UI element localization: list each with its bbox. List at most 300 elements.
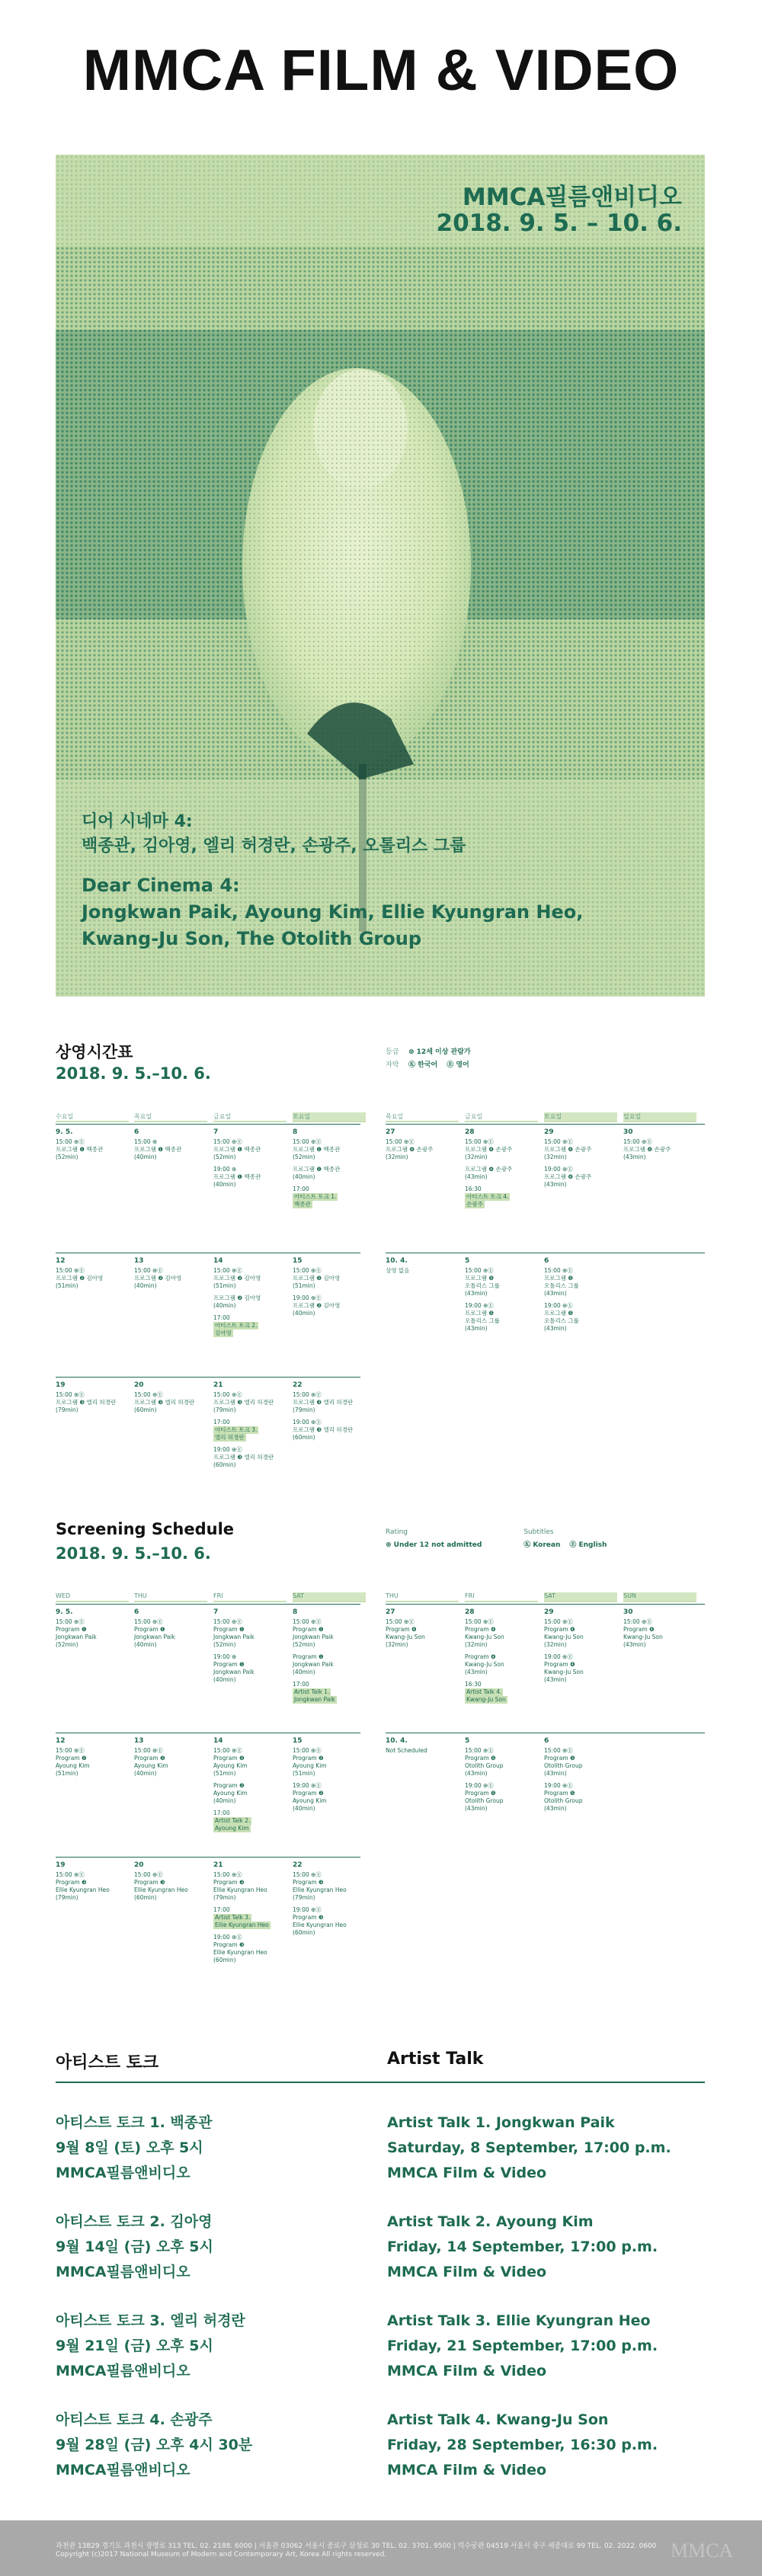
screening-entry: 프로그램 ❸ 엘리 허경란 <box>293 1399 354 1406</box>
screening-entry: (32min) <box>465 1154 488 1160</box>
artist-talk-4-en-line: MMCA Film & Video <box>387 2462 547 2478</box>
screening-entry: 17:00 <box>213 1314 230 1321</box>
day-number: 30 <box>623 1128 633 1136</box>
screening-entry <box>465 1201 539 1208</box>
screening-entry: Program ❹ <box>465 1653 496 1660</box>
screening-entry: (40min) <box>293 1669 315 1675</box>
screening-entry: (32min) <box>544 1641 567 1648</box>
screening-entry: 15:00 ⊕Ⓔ <box>293 1747 322 1754</box>
day-header: 목요일 <box>386 1112 459 1122</box>
screening-entry: (52min) <box>293 1641 315 1648</box>
screening-entry: Program ❹ <box>544 1626 575 1633</box>
day-header: 금요일 <box>465 1112 538 1122</box>
artist-talk-3-ko-line: 아티스트 토크 3. 엘리 허경란 <box>56 2312 245 2329</box>
day-number: 15 <box>293 1257 303 1265</box>
screening-entry: 프로그램 ❺ <box>544 1310 574 1317</box>
artist-talk-badge: Artist Talk 3. <box>215 1914 251 1921</box>
day-number: 14 <box>213 1257 223 1265</box>
day-number: 7 <box>213 1608 219 1616</box>
day-number: 21 <box>213 1861 223 1869</box>
artist-talk-badge: 아티스트 토크 4. <box>466 1193 509 1200</box>
artist-talk-badge: Ayoung Kim <box>215 1825 249 1832</box>
screening-entry: 프로그램 ❷ 김아영 <box>213 1294 261 1301</box>
legend-subtitle-korean: Ⓚ 한국어 <box>408 1061 438 1069</box>
screening-entry: (43min) <box>465 1290 488 1297</box>
screening-entry: (79min) <box>213 1406 236 1413</box>
day-header: 수요일 <box>56 1112 129 1122</box>
screening-entry: 15:00 ⊕Ⓔ <box>544 1138 573 1145</box>
screening-entry: 19:00 ⊕Ⓔ <box>293 1906 322 1913</box>
calendar-day-cell <box>56 1737 130 1778</box>
artist-talk-1-en-line: Artist Talk 1. Jongkwan Paik <box>387 2114 615 2131</box>
calendar-day-cell <box>293 1608 367 1704</box>
screening-entry: Program ❺ <box>544 1790 575 1797</box>
day-number: 6 <box>134 1128 139 1136</box>
artist-talk-badge: Jongkwan Paik <box>294 1696 335 1703</box>
row-divider <box>386 1604 705 1605</box>
main-title: MMCA FILM & VIDEO <box>82 38 680 103</box>
screening-entry: Kwang-Ju Son <box>544 1669 584 1675</box>
day-number: 30 <box>623 1608 633 1616</box>
artist-talk-2-ko-line: 아티스트 토크 2. 김아영 <box>56 2213 213 2230</box>
screening-entry: (60min) <box>134 1894 157 1901</box>
calendar-day-cell <box>213 1128 288 1189</box>
screening-entry: (52min) <box>56 1154 78 1160</box>
legend-rating-label: 등급 <box>386 1048 399 1056</box>
footer-copyright: Copyright (c)2017 National Museum of Modern and Contemporary Art, Korea All rights reserved. <box>56 2551 387 2558</box>
day-header: SAT <box>544 1592 617 1602</box>
day-number: 27 <box>386 1608 395 1616</box>
screening-entry: Program ❹ <box>386 1626 417 1633</box>
artist-talk-badge: 아티스트 토크 1. <box>294 1193 337 1200</box>
screening-entry: (51min) <box>293 1282 315 1289</box>
screening-entry: 프로그램 ❹ 손광주 <box>623 1146 671 1153</box>
screening-entry: 15:00 ⊕Ⓔ <box>386 1138 415 1145</box>
legend-rating-label: Rating <box>386 1528 408 1536</box>
poster <box>56 155 705 997</box>
screening-entry <box>213 1434 288 1442</box>
screening-entry: 15:00 ⊕Ⓔ <box>134 1391 163 1398</box>
screening-entry: (51min) <box>213 1770 236 1777</box>
artist-talk-badge: Artist Talk 1. <box>294 1688 330 1695</box>
screening-entry: 오톨리스 그룹 <box>544 1282 579 1289</box>
screening-entry: Jongkwan Paik <box>213 1634 255 1640</box>
calendar-day-cell <box>213 1381 288 1469</box>
screening-entry: Otolith Group <box>465 1762 504 1769</box>
screening-entry: 15:00 ⊕Ⓔ <box>56 1138 85 1145</box>
calendar-day-cell <box>56 1861 130 1902</box>
day-number: 12 <box>56 1737 66 1745</box>
artist-talk-4-ko-line: 9월 28일 (금) 오후 4시 30분 <box>56 2437 253 2453</box>
screening-entry: 프로그램 ❷ 김아영 <box>293 1302 341 1309</box>
calendar-day-cell <box>56 1381 130 1414</box>
calendar-day-cell <box>544 1128 619 1189</box>
calendar-day-cell <box>213 1608 288 1684</box>
poster-korean-title: MMCA필름앤비디오 <box>462 184 682 211</box>
screening-entry: (32min) <box>386 1154 408 1160</box>
screening-entry: Program ❹ <box>544 1661 575 1668</box>
day-number: 13 <box>134 1257 144 1265</box>
screening-entry: 19:00 ⊕Ⓔ <box>293 1419 322 1426</box>
screening-entry: Ayoung Kim <box>56 1762 90 1769</box>
screening-entry: 15:00 ⊕Ⓔ <box>213 1138 242 1145</box>
screening-entry: 프로그램 ❹ 손광주 <box>544 1146 592 1153</box>
calendar-day-cell <box>56 1608 130 1649</box>
screening-entry: Kwang-Ju Son <box>623 1634 663 1640</box>
calendar-day-cell <box>134 1608 209 1649</box>
screening-entry: Kwang-Ju Son <box>465 1661 504 1668</box>
screening-entry: 프로그램 ❺ <box>544 1275 574 1282</box>
screening-entry: 19:00 ⊕Ⓔ <box>544 1302 573 1309</box>
screening-entry: Not Scheduled <box>386 1747 427 1754</box>
screening-entry: (60min) <box>134 1406 157 1413</box>
screening-entry: 프로그램 ❶ 백종관 <box>213 1173 261 1180</box>
artist-talk-3-ko-line: MMCA필름앤비디오 <box>56 2363 190 2379</box>
screening-entry: 15:00 ⊕Ⓔ <box>56 1871 85 1878</box>
screening-entry: 19:00 ⊕Ⓔ <box>544 1166 573 1173</box>
screening-entry: Ellie Kyungran Heo <box>134 1886 188 1893</box>
screening-entry: Jongkwan Paik <box>134 1634 175 1640</box>
artist-talk-heading-english: Artist Talk <box>387 2050 484 2069</box>
screening-entry: 프로그램 ❺ <box>465 1310 495 1317</box>
screening-entry: Ellie Kyungran Heo <box>56 1886 110 1893</box>
screening-entry: 프로그램 ❸ 엘리 허경란 <box>134 1399 195 1406</box>
legend-rating-item: ⊕ Under 12 not admitted <box>386 1541 482 1549</box>
screening-entry: 프로그램 ❹ 손광주 <box>386 1146 434 1153</box>
day-number: 10. 4. <box>386 1257 408 1265</box>
screening-entry: Ayoung Kim <box>213 1762 248 1769</box>
screening-entry: 15:00 ⊕Ⓔ <box>134 1747 163 1754</box>
screening-entry: 15:00 ⊕Ⓔ <box>293 1267 322 1274</box>
calendar-day-cell <box>465 1608 539 1704</box>
artist-talk-divider <box>56 2082 705 2083</box>
calendar-day-cell <box>56 1257 130 1290</box>
day-number: 28 <box>465 1608 475 1616</box>
screening-entry: 상영 없음 <box>386 1267 410 1274</box>
screening-entry <box>213 1914 288 1922</box>
screening-entry: Kwang-Ju Son <box>544 1634 584 1640</box>
calendar-day-cell <box>544 1608 619 1684</box>
screening-entry: (60min) <box>293 1929 315 1936</box>
screening-entry: 프로그램 ❸ 엘리 허경란 <box>213 1399 274 1406</box>
artist-talk-badge: 손광주 <box>466 1201 483 1208</box>
screening-entry: (60min) <box>293 1434 315 1441</box>
legend-subtitle-label: 자막 <box>386 1061 399 1069</box>
screening-entry: 15:00 ⊕Ⓔ <box>213 1747 242 1754</box>
screening-entry: (43min) <box>465 1325 488 1332</box>
calendar-day-cell <box>293 1381 367 1442</box>
screening-entry: 프로그램 ❷ 김아영 <box>56 1275 104 1282</box>
screening-entry: 19:00 ⊕Ⓔ <box>544 1782 573 1789</box>
screening-entry: Kwang-Ju Son <box>465 1634 504 1640</box>
day-header: 목요일 <box>134 1112 207 1122</box>
screening-entry: 프로그램 ❹ 손광주 <box>465 1146 513 1153</box>
screening-entry: Program ❷ <box>56 1755 87 1762</box>
artist-talk-3-en-line: MMCA Film & Video <box>387 2363 547 2379</box>
day-header: THU <box>386 1592 459 1602</box>
screening-entry: Program ❷ <box>293 1790 324 1797</box>
screening-entry: Kwang-Ju Son <box>386 1634 425 1640</box>
row-divider <box>56 1604 360 1605</box>
screening-entry: (40min) <box>134 1770 157 1777</box>
screening-entry: (52min) <box>293 1154 315 1160</box>
screening-entry: Program ❺ <box>544 1755 575 1762</box>
screening-entry: 19:00 ⊕Ⓔ <box>293 1294 322 1301</box>
screening-entry: Program ❸ <box>293 1879 324 1886</box>
day-number: 20 <box>134 1861 144 1869</box>
screening-entry <box>293 1696 367 1704</box>
screening-entry: (52min) <box>56 1641 78 1648</box>
screening-entry: 15:00 ⊕Ⓔ <box>134 1618 163 1625</box>
day-header: 금요일 <box>213 1112 287 1122</box>
schedule-date-range: 2018. 9. 5.–10. 6. <box>56 1544 211 1563</box>
screening-entry: Program ❸ <box>213 1879 245 1886</box>
screening-entry: Ayoung Kim <box>293 1797 327 1804</box>
day-number: 22 <box>293 1381 303 1389</box>
screening-entry: 15:00 ⊕Ⓔ <box>293 1138 322 1145</box>
legend-subtitle-english: Ⓔ 영어 <box>447 1061 469 1069</box>
screening-entry: (43min) <box>623 1154 646 1160</box>
screening-entry: (32min) <box>465 1641 488 1648</box>
calendar-day-cell <box>293 1861 367 1937</box>
screening-entry: 프로그램 ❶ 백종관 <box>293 1146 341 1153</box>
screening-entry: (43min) <box>465 1669 488 1675</box>
screening-entry: (79min) <box>56 1894 78 1901</box>
calendar-day-cell <box>544 1257 619 1333</box>
screening-entry: 17:00 <box>213 1419 230 1426</box>
calendar-day-cell <box>134 1381 209 1414</box>
screening-entry: Jongkwan Paik <box>293 1661 334 1668</box>
calendar-day-cell <box>623 1608 698 1649</box>
screening-entry: Program ❶ <box>293 1626 324 1633</box>
screening-entry: (43min) <box>544 1181 567 1188</box>
screening-entry: (79min) <box>213 1894 236 1901</box>
mmca-logo-text: MMCA <box>670 2539 734 2562</box>
row-divider <box>56 1124 360 1125</box>
artist-talk-heading-korean: 아티스트 토크 <box>56 2053 159 2072</box>
screening-entry: Program ❺ <box>465 1790 496 1797</box>
poster-dates: 2018. 9. 5. – 10. 6. <box>436 210 682 237</box>
poster-image <box>56 155 705 997</box>
screening-entry: Ellie Kyungran Heo <box>213 1886 267 1893</box>
screening-entry: 15:00 ⊕Ⓔ <box>623 1618 652 1625</box>
artist-talk-2-en-line: Artist Talk 2. Ayoung Kim <box>387 2213 594 2230</box>
calendar-day-cell <box>386 1608 460 1649</box>
screening-entry: 15:00 ⊕Ⓔ <box>623 1138 652 1145</box>
screening-entry <box>213 1825 288 1832</box>
artist-talk-1-ko-line: MMCA필름앤비디오 <box>56 2165 190 2181</box>
screening-entry: 15:00 ⊕Ⓔ <box>293 1391 322 1398</box>
calendar-day-cell <box>623 1128 698 1161</box>
poster-korean-artists: 백종관, 김아영, 엘리 허경란, 손광주, 오톨리스 그룹 <box>82 837 466 856</box>
day-number: 29 <box>544 1608 554 1616</box>
artist-talk-2-ko-line: 9월 14일 (금) 오후 5시 <box>56 2238 213 2255</box>
artist-talk-3-en-line: Artist Talk 3. Ellie Kyungran Heo <box>387 2312 651 2329</box>
screening-entry: 17:00 <box>213 1810 230 1816</box>
artist-talk-1-ko-line: 아티스트 토크 1. 백종관 <box>56 2114 213 2131</box>
screening-entry: (40min) <box>213 1302 236 1309</box>
calendar-day-cell <box>293 1257 367 1317</box>
calendar-day-cell <box>134 1257 209 1290</box>
artist-talk-2-ko-line: MMCA필름앤비디오 <box>56 2264 190 2280</box>
calendar-day-cell <box>134 1128 209 1161</box>
screening-entry <box>465 1688 539 1696</box>
screening-entry: (40min) <box>134 1641 157 1648</box>
screening-entry: (51min) <box>293 1770 315 1777</box>
artist-talk-4-en-line: Artist Talk 4. Kwang-Ju Son <box>387 2411 609 2428</box>
schedule-korean <box>56 1040 705 1512</box>
day-header: FRI <box>213 1592 287 1602</box>
screening-entry: 15:00 ⊕Ⓔ <box>465 1138 494 1145</box>
screening-entry: (40min) <box>213 1797 236 1804</box>
screening-entry: 17:00 <box>293 1186 309 1192</box>
calendar-day-cell <box>465 1128 539 1208</box>
screening-entry: 프로그램 ❶ 백종관 <box>213 1146 261 1153</box>
screening-entry: Program ❷ <box>134 1755 165 1762</box>
row-divider <box>56 1857 360 1858</box>
screening-entry: (40min) <box>134 1282 157 1289</box>
screening-entry: 19:00 ⊕Ⓔ <box>544 1653 573 1660</box>
screening-entry: 15:00 ⊕Ⓔ <box>213 1871 242 1878</box>
day-number: 9. 5. <box>56 1608 73 1616</box>
screening-entry: 프로그램 ❷ 김아영 <box>134 1275 182 1282</box>
day-number: 19 <box>56 1381 66 1389</box>
screening-entry: Program ❶ <box>293 1653 324 1660</box>
screening-entry: 17:00 <box>293 1681 309 1688</box>
calendar-day-cell <box>386 1128 460 1161</box>
screening-entry <box>213 1817 288 1825</box>
screening-entry: (43min) <box>623 1641 646 1648</box>
poster-korean-subtitle: 디어 시네마 4: <box>82 812 193 831</box>
screening-entry: 프로그램 ❸ 엘리 허경란 <box>56 1399 117 1406</box>
calendar-day-cell <box>386 1257 460 1275</box>
screening-entry: 15:00 ⊕Ⓔ <box>213 1391 242 1398</box>
artist-talk-badge: 김아영 <box>215 1330 232 1336</box>
screening-entry: (60min) <box>213 1461 236 1468</box>
screening-entry: Otolith Group <box>544 1762 583 1769</box>
legend-subtitle-label: Subtitles <box>523 1528 554 1536</box>
day-number: 27 <box>386 1128 395 1136</box>
artist-talk-badge: Artist Talk 4. <box>466 1688 502 1695</box>
calendar-day-cell <box>213 1861 288 1964</box>
day-header: 토요일 <box>293 1112 366 1122</box>
day-number: 28 <box>465 1128 475 1136</box>
screening-entry: 15:00 ⊕Ⓔ <box>56 1747 85 1754</box>
screening-entry: 오톨리스 그룹 <box>465 1282 500 1289</box>
screening-entry: (40min) <box>293 1310 315 1317</box>
day-number: 8 <box>293 1128 298 1136</box>
day-number: 20 <box>134 1381 144 1389</box>
poster-english-artists-1: Jongkwan Paik, Ayoung Kim, Ellie Kyungran Heo, <box>82 901 584 923</box>
screening-entry: 15:00 ⊕Ⓔ <box>465 1747 494 1754</box>
screening-entry: 19:00 ⊕Ⓔ <box>213 1446 242 1453</box>
screening-entry: (43min) <box>465 1173 488 1180</box>
screening-entry <box>213 1330 288 1337</box>
screening-entry: (40min) <box>293 1173 315 1180</box>
calendar-day-cell <box>134 1861 209 1902</box>
schedule-title: Screening Schedule <box>56 1520 235 1538</box>
schedule-legend <box>386 1046 480 1072</box>
day-number: 14 <box>213 1737 223 1745</box>
screening-entry: (32min) <box>544 1154 567 1160</box>
artist-talk-badge: Kwang-Ju Son <box>466 1696 506 1703</box>
screening-entry: 15:00 ⊕Ⓔ <box>56 1267 85 1274</box>
screening-entry <box>213 1426 288 1434</box>
screening-entry <box>293 1201 367 1208</box>
legend-rating-item: ⊕ 12세 이상 관람가 <box>408 1048 471 1056</box>
screening-entry: (51min) <box>56 1770 78 1777</box>
screening-entry <box>465 1696 539 1704</box>
schedule-english <box>56 1520 705 2008</box>
screening-entry: 프로그램 ❶ 백종관 <box>134 1146 182 1153</box>
screening-entry: 15:00 ⊕Ⓔ <box>213 1618 242 1625</box>
artist-talk-badge: 아티스트 토크 3. <box>215 1426 258 1433</box>
screening-entry: 15:00 ⊕Ⓔ <box>134 1871 163 1878</box>
screening-entry: (40min) <box>213 1676 236 1683</box>
artist-talk-1-ko-line: 9월 8일 (토) 오후 5시 <box>56 2139 203 2156</box>
calendar-day-cell <box>56 1128 130 1161</box>
screening-entry: Program ❶ <box>134 1626 165 1633</box>
screening-entry: (43min) <box>544 1805 567 1812</box>
legend-subtitle-english: Ⓔ English <box>569 1541 607 1549</box>
screening-entry: 프로그램 ❹ 손광주 <box>465 1166 513 1173</box>
screening-entry: (60min) <box>213 1957 236 1963</box>
screening-entry: 오톨리스 그룹 <box>465 1317 500 1324</box>
artist-talk-1-en-line: Saturday, 8 September, 17:00 p.m. <box>387 2139 671 2156</box>
screening-entry: Ayoung Kim <box>134 1762 168 1769</box>
screening-entry: (43min) <box>544 1325 567 1332</box>
screening-entry: 19:00 ⊕Ⓔ <box>293 1782 322 1789</box>
screening-entry: 프로그램 ❷ 김아영 <box>213 1275 261 1282</box>
calendar-day-cell <box>134 1737 209 1778</box>
screening-entry <box>293 1688 367 1696</box>
artist-talk-4-en-line: Friday, 28 September, 16:30 p.m. <box>387 2437 658 2453</box>
calendar-day-cell <box>293 1737 367 1813</box>
screening-entry: (43min) <box>465 1770 488 1777</box>
schedule-legend <box>386 1526 646 1552</box>
artist-talk-badge: Artist Talk 2. <box>215 1817 251 1824</box>
screening-entry <box>293 1193 367 1201</box>
mmca-logo <box>670 2526 734 2572</box>
screening-entry: Program ❸ <box>134 1879 165 1886</box>
screening-entry: 15:00 ⊕Ⓔ <box>56 1618 85 1625</box>
screening-entry: Program ❶ <box>213 1661 245 1668</box>
day-number: 19 <box>56 1861 66 1869</box>
row-divider <box>386 1124 705 1125</box>
artist-talk-4-ko-line: 아티스트 토크 4. 손광주 <box>56 2411 213 2428</box>
screening-entry: Jongkwan Paik <box>293 1634 334 1640</box>
day-header: FRI <box>465 1592 538 1602</box>
calendar-day-cell <box>544 1737 619 1813</box>
screening-entry: Program ❸ <box>56 1879 87 1886</box>
screening-entry: (79min) <box>293 1894 315 1901</box>
screening-entry: (52min) <box>213 1641 236 1648</box>
footer <box>0 2520 762 2576</box>
screening-entry: 프로그램 ❺ <box>465 1275 495 1282</box>
artist-talk-4-ko-line: MMCA필름앤비디오 <box>56 2462 190 2478</box>
screening-entry: 오톨리스 그룹 <box>544 1317 579 1324</box>
calendar-day-cell <box>386 1737 460 1755</box>
screening-entry: 16:30 <box>465 1186 482 1192</box>
screening-entry: (43min) <box>544 1676 567 1683</box>
screening-entry: 15:00 ⊕Ⓔ <box>544 1747 573 1754</box>
poster-english-subtitle: Dear Cinema 4: <box>82 875 240 896</box>
screening-entry: (43min) <box>544 1770 567 1777</box>
screening-entry: (43min) <box>544 1290 567 1297</box>
screening-entry: Otolith Group <box>544 1797 583 1804</box>
screening-entry: 15:00 ⊕Ⓔ <box>293 1871 322 1878</box>
screening-entry <box>213 1922 288 1929</box>
